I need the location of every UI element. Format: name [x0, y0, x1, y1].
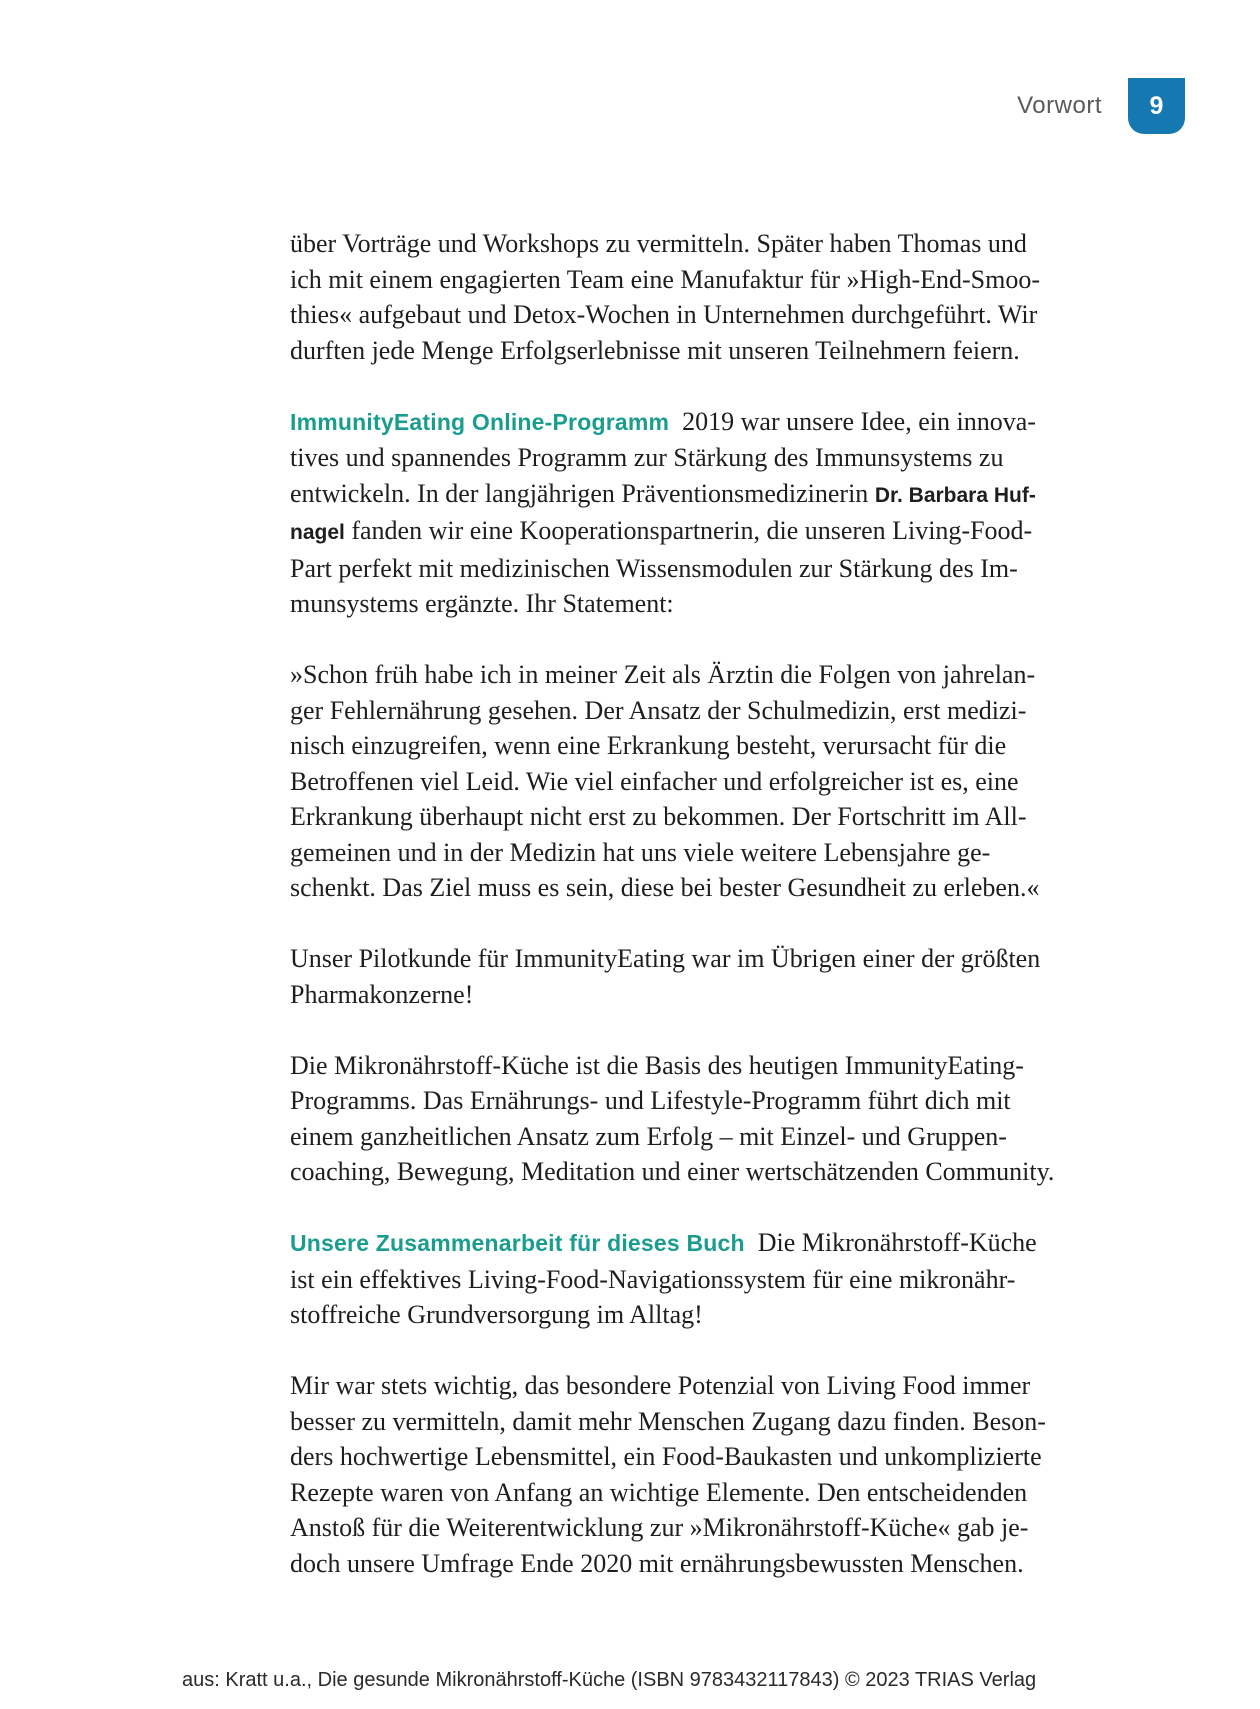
quote-line: schenkt. Das Ziel muss es sein, diese bei bester Gesundheit zu erleben.«: [290, 873, 1040, 902]
text-line: ders hochwertige Lebensmittel, ein Food-Baukasten und unkomplizierte: [290, 1442, 1042, 1471]
text-line: Die Mikronährstoff-Küche ist die Basis des heutigen ImmunityEating-: [290, 1050, 1024, 1080]
body-text: [290, 226, 1120, 1581]
text-line: stoffreiche Grundversorgung im Alltag!: [290, 1300, 703, 1329]
citation-footer: aus: Kratt u.a., Die gesunde Mikronährstoff-Küche (ISBN 9783432117843) © 2023 TRIAS Verlag: [182, 1669, 1037, 1691]
text-fragment: 2019 war unsere Idee, ein innova-: [682, 406, 1036, 436]
text-line: Rezepte waren von Anfang an wichtige Elemente. Den entscheidenden: [290, 1477, 1028, 1507]
text-line: coaching, Bewegung, Meditation und einer wertschätzenden Community.: [290, 1157, 1055, 1186]
text-line: Mir war stets wichtig, das besondere Potenzial von Living Food immer: [290, 1371, 1031, 1400]
text-line: Anstoß für die Weiterentwicklung zur »Mikronährstoff-Küche« gab je-: [290, 1513, 1029, 1542]
text-line: durften jede Menge Erfolgserlebnisse mit unseren Teilnehmern feiern.: [290, 335, 1020, 365]
page-number-badge: 9: [1128, 78, 1185, 134]
text-fragment: entwickeln. In der langjährigen Präventionsmedizinerin: [290, 478, 869, 508]
text-line: über Vorträge und Workshops zu vermitteln. Später haben Thomas und: [290, 229, 1027, 258]
section-title: Vorwort: [1017, 92, 1102, 119]
text-line: Programms. Das Ernährungs- und Lifestyle-Programm führt dich mit: [290, 1086, 1011, 1115]
text-line: [290, 1225, 1120, 1262]
quote-line: nisch einzugreifen, wenn eine Erkrankung besteht, verursacht für die: [290, 731, 1007, 760]
text-line: doch unsere Umfrage Ende 2020 mit ernährungsbewussten Menschen.: [290, 1548, 1024, 1578]
text-line: [290, 513, 1120, 551]
text-line: [290, 404, 1120, 441]
text-line: munsystems ergänzte. Ihr Statement:: [290, 589, 674, 618]
section-heading: Unsere Zusammenarbeit für dieses Buch: [290, 1230, 745, 1256]
text-line: ist ein effektives Living-Food-Navigationssystem für eine mikronähr-: [290, 1264, 1016, 1294]
text-line: [290, 476, 1120, 514]
text-fragment: Die Mikronährstoff-Küche: [757, 1228, 1037, 1257]
text-line: einem ganzheitlichen Ansatz zum Erfolg – mit Einzel- und Gruppen-: [290, 1121, 1007, 1151]
person-name: nagel: [290, 521, 345, 544]
text-line: ich mit einem engagierten Team eine Manufaktur für »High-End-Smoo-: [290, 264, 1041, 294]
text-line: thies« aufgebaut und Detox-Wochen in Unternehmen durchgeführt. Wir: [290, 300, 1038, 329]
text-line: besser zu vermitteln, damit mehr Menschen Zugang dazu finden. Beson-: [290, 1406, 1046, 1436]
text-line: Part perfekt mit medizinischen Wissensmodulen zur Stärkung des Im-: [290, 553, 1018, 583]
person-name: Dr. Barbara Huf-: [874, 483, 1036, 507]
text-line: Unser Pilotkunde für ImmunityEating war im Übrigen einer der größten: [290, 944, 1041, 973]
quote-line: Erkrankung überhaupt nicht erst zu bekommen. Der Fortschritt im All-: [290, 802, 1027, 831]
quote-line: ger Fehlernährung gesehen. Der Ansatz der Schulmedizin, erst medizi-: [290, 695, 1027, 725]
text-line: Pharmakonzerne!: [290, 979, 474, 1009]
quote-line: Betroffenen viel Leid. Wie viel einfacher und erfolgreicher ist es, eine: [290, 766, 1019, 796]
text-fragment: fanden wir eine Kooperationspartnerin, die unseren Living-Food-: [351, 516, 1033, 545]
section-heading: ImmunityEating Online-Programm: [290, 408, 670, 435]
text-line: tives und spannendes Programm zur Stärkung des Immunsystems zu: [290, 443, 1004, 472]
quote-line: gemeinen und in der Medizin hat uns viele weitere Lebensjahre ge-: [290, 837, 991, 867]
quote-line: »Schon früh habe ich in meiner Zeit als Ärztin die Folgen von jahrelan-: [290, 660, 1036, 689]
